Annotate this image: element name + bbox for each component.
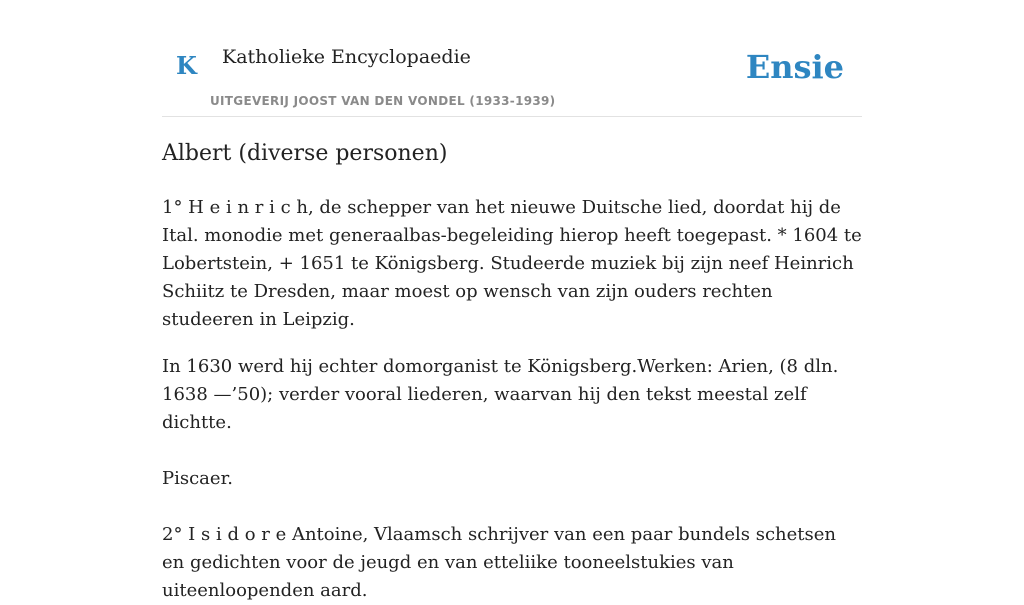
site-subtitle: UITGEVERIJ JOOST VAN DEN VONDEL (1933-1939) <box>210 94 556 108</box>
article-paragraph: 2° I s i d o r e Antoine, Vlaamsch schrijver van een paar bundels schetsen en gedichten voor de jeugd en van etteliike tooneelstukies van uiteenloopenden aard. <box>162 524 836 601</box>
site-header <box>162 0 862 117</box>
article-paragraph: 1° H e i n r i c h, de schepper van het nieuwe Duitsche lied, doordat hij de Ital. monodie met generaalbas-begeleiding hierop heeft toegepast. * 1604 te Lobertstein, + 1651 te Königsberg. Studeerde muziek bij zijn neef Heinrich Schiitz te Dresden, maar moest op wensch van zijn ouders rechten studeeren in Leipzig. <box>162 197 862 330</box>
article-author: Piscaer. <box>162 468 233 489</box>
article <box>162 138 862 605</box>
article-title: Albert (diverse personen) <box>162 141 448 166</box>
brand-logo[interactable]: Ensie <box>745 48 844 86</box>
article-paragraph: In 1630 werd hij echter domorganist te Königsberg.Werken: Arien, (8 dln. 1638 —’50); verder vooral liederen, waarvan hij den tekst meestal zelf dichtte. <box>162 356 839 433</box>
logo-icon[interactable]: K <box>176 51 197 80</box>
site-title[interactable]: Katholieke Encyclopaedie <box>222 46 471 68</box>
